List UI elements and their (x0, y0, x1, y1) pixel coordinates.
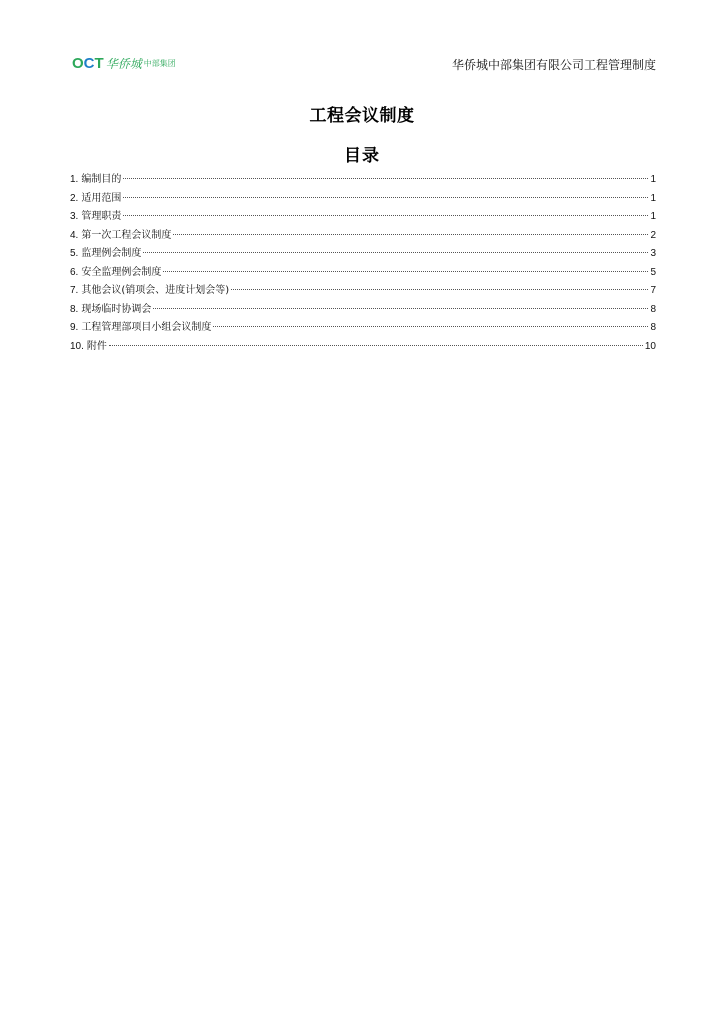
toc-entry-label: 第一次工程会议制度 (81, 229, 172, 241)
toc-entry-page: 8 (650, 322, 656, 333)
toc-entry-label: 监理例会制度 (81, 248, 142, 259)
toc-entry-number: 9. (70, 322, 79, 333)
toc-dot-leader (153, 308, 648, 309)
toc-dot-leader (231, 289, 648, 290)
toc-entry-page: 1 (650, 192, 656, 204)
toc-entry-number: 5. (70, 248, 79, 259)
toc-entry[interactable] (70, 263, 656, 282)
toc-entry[interactable] (70, 226, 656, 245)
toc-entry-page: 3 (650, 248, 656, 259)
toc-heading: 目录 (344, 146, 380, 166)
toc-dot-leader (173, 234, 648, 235)
toc-entry[interactable] (70, 318, 656, 337)
toc-entry-label: 工程管理部项目小组会议制度 (81, 322, 212, 333)
toc-entry-number: 10. (70, 340, 84, 352)
toc-entry[interactable] (70, 281, 656, 300)
company-logo (72, 54, 176, 72)
toc-entry-label: 安全监理例会制度 (81, 266, 162, 278)
page-header (72, 50, 656, 78)
toc-entry[interactable] (70, 189, 656, 208)
toc-entry-page: 10 (644, 340, 656, 352)
toc-entry-page: 1 (650, 174, 656, 185)
toc-entry-label: 现场临时协调会 (81, 303, 152, 315)
toc-entry-number: 2. (70, 192, 79, 204)
toc-entry-page: 8 (650, 303, 656, 315)
toc-entry-number: 6. (70, 266, 79, 278)
toc-dot-leader (123, 178, 648, 179)
toc-entry-page: 7 (650, 285, 656, 296)
toc-entry[interactable] (70, 244, 656, 263)
logo-oct-mark: OCT (72, 54, 104, 72)
toc-entry-number: 8. (70, 303, 79, 315)
toc-dot-leader (143, 252, 648, 253)
toc-dot-leader (123, 197, 648, 198)
toc-entry-number: 3. (70, 211, 79, 222)
toc-entry-label: 附件 (86, 340, 107, 352)
logo-script-text: 华侨城 (105, 56, 142, 71)
document-title: 工程会议制度 (309, 106, 415, 126)
toc-entry-number: 7. (70, 285, 79, 296)
logo-sub-text: 中部集团 (143, 58, 176, 68)
toc-entry-page: 2 (650, 229, 656, 241)
table-of-contents (70, 170, 656, 355)
toc-entry-number: 1. (70, 174, 79, 185)
toc-entry[interactable] (70, 337, 656, 356)
header-title: 华侨城中部集团有限公司工程管理制度 (451, 58, 656, 72)
toc-entry[interactable] (70, 207, 656, 226)
toc-entry-page: 1 (650, 211, 656, 222)
toc-entry-page: 5 (650, 266, 656, 278)
toc-dot-leader (213, 326, 648, 327)
toc-dot-leader (123, 215, 648, 216)
toc-entry-label: 编制目的 (81, 174, 122, 185)
toc-dot-leader (163, 271, 648, 272)
toc-entry[interactable] (70, 170, 656, 189)
toc-entry[interactable] (70, 300, 656, 319)
toc-entry-label: 适用范围 (81, 192, 122, 204)
toc-entry-number: 4. (70, 229, 79, 241)
toc-dot-leader (109, 345, 643, 346)
toc-entry-label: 其他会议(销项会、进度计划会等) (81, 285, 230, 296)
toc-entry-label: 管理职责 (81, 211, 122, 222)
